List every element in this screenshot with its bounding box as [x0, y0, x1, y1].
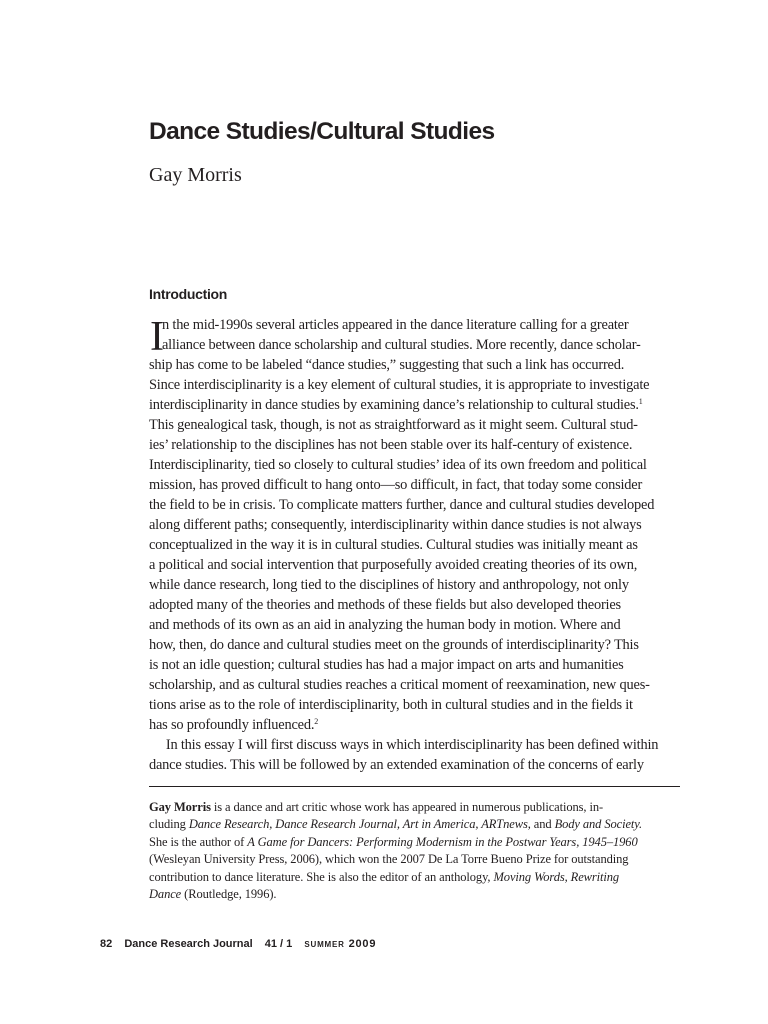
- body-line: alliance between dance scholarship and cultural studies. More recently, dance scholar-: [162, 337, 641, 353]
- bio-line: She is the author of A Game for Dancers: Performing Modernism in the Postwar Years, 1945–1960: [149, 834, 638, 849]
- body-line: [149, 395, 680, 415]
- article-author: Gay Morris: [149, 164, 242, 186]
- body-line: conceptualized in the way it is in cultural studies. Cultural studies was initially meant as: [149, 537, 638, 553]
- body-line: Since interdisciplinarity is a key element of cultural studies, it is appropriate to investigate: [149, 377, 650, 393]
- body-line: In this essay I will first discuss ways in which interdisciplinarity has been defined within: [149, 737, 659, 753]
- body-line: [149, 715, 680, 735]
- book-title: A Game for Dancers: Performing Modernism in the Postwar Years, 1945–1960: [247, 834, 638, 849]
- publication-title: Body and Society.: [554, 817, 643, 832]
- bio-line: cluding Dance Research, Dance Research Journal, Art in America, ARTnews, and Body and Society.: [149, 817, 643, 832]
- bio-line: Dance (Routledge, 1996).: [149, 886, 277, 901]
- body-line: and methods of its own as an aid in analyzing the human body in motion. Where and: [149, 617, 621, 633]
- body-line: tions arise as to the role of interdisciplinarity, both in cultural studies and in the fields it: [149, 697, 633, 713]
- body-line: Interdisciplinarity, tied so closely to cultural studies’ idea of its own freedom and political: [149, 457, 647, 473]
- footnote-ref[interactable]: 1: [638, 397, 643, 406]
- body-line: dance studies. This will be followed by an extended examination of the concerns of early: [149, 757, 644, 773]
- author-bio: [149, 799, 680, 903]
- body-line: n the mid-1990s several articles appeared in the dance literature calling for a greater: [162, 317, 629, 333]
- section-heading: Introduction: [149, 286, 228, 302]
- anthology-title: Moving Words, Rewriting: [493, 869, 620, 884]
- body-line: mission, has proved difficult to hang onto—so difficult, in fact, that today some consider: [149, 477, 643, 493]
- body-line-text: has so profoundly influenced.: [149, 717, 315, 733]
- running-footer: [100, 938, 385, 950]
- body-line: ship has come to be labeled “dance studies,” suggesting that such a link has occurred.: [149, 357, 625, 373]
- body-line: how, then, do dance and cultural studies meet on the grounds of interdisciplinarity? This: [149, 637, 639, 653]
- body-line: while dance research, long tied to the disciplines of history and anthropology, not only: [149, 577, 629, 593]
- body-line: a political and social intervention that purposefully avoided creating theories of its own,: [149, 557, 638, 573]
- body-line: the field to be in crisis. To complicate matters further, dance and cultural studies developed: [149, 497, 655, 513]
- body-line: is not an idle question; cultural studies has had a major impact on arts and humanities: [149, 657, 624, 673]
- body-line: This genealogical task, though, is not as straightforward as it might seem. Cultural stud-: [149, 417, 638, 433]
- drop-cap: I: [150, 314, 164, 360]
- body-line: along different paths; consequently, interdisciplinarity within dance studies is not always: [149, 517, 642, 533]
- body-line: scholarship, and as cultural studies reaches a critical moment of reexamination, new ques-: [149, 677, 650, 693]
- bio-line: (Wesleyan University Press, 2006), which won the 2007 De La Torre Bueno Prize for outstanding: [149, 852, 629, 867]
- issue-number: 41 / 1: [264, 938, 293, 950]
- bio-author-name: Gay Morris: [149, 800, 211, 814]
- issue-season: summer 2009: [304, 938, 377, 950]
- body-paragraphs: [149, 315, 680, 775]
- journal-name: Dance Research Journal: [124, 938, 253, 950]
- anthology-title: Dance: [149, 886, 182, 901]
- body-line-text: interdisciplinarity in dance studies by examining dance’s relationship to cultural studies.: [149, 397, 639, 413]
- footnote-ref[interactable]: 2: [314, 717, 319, 726]
- footnote-divider: [149, 786, 680, 787]
- publication-list: Dance Research, Dance Research Journal, Art in America, ARTnews,: [188, 817, 531, 832]
- bio-line: contribution to dance literature. She is also the editor of an anthology, Moving Words, Rewriting: [149, 869, 620, 884]
- body-line: ies’ relationship to the disciplines has not been stable over its half-century of existence.: [149, 437, 633, 453]
- body-line: adopted many of the theories and methods of these fields but also developed theories: [149, 597, 621, 613]
- page-number: 82: [100, 938, 113, 950]
- article-title: Dance Studies/Cultural Studies: [149, 118, 495, 145]
- bio-line: Gay Morris is a dance and art critic whose work has appeared in numerous publications, in-: [149, 800, 604, 814]
